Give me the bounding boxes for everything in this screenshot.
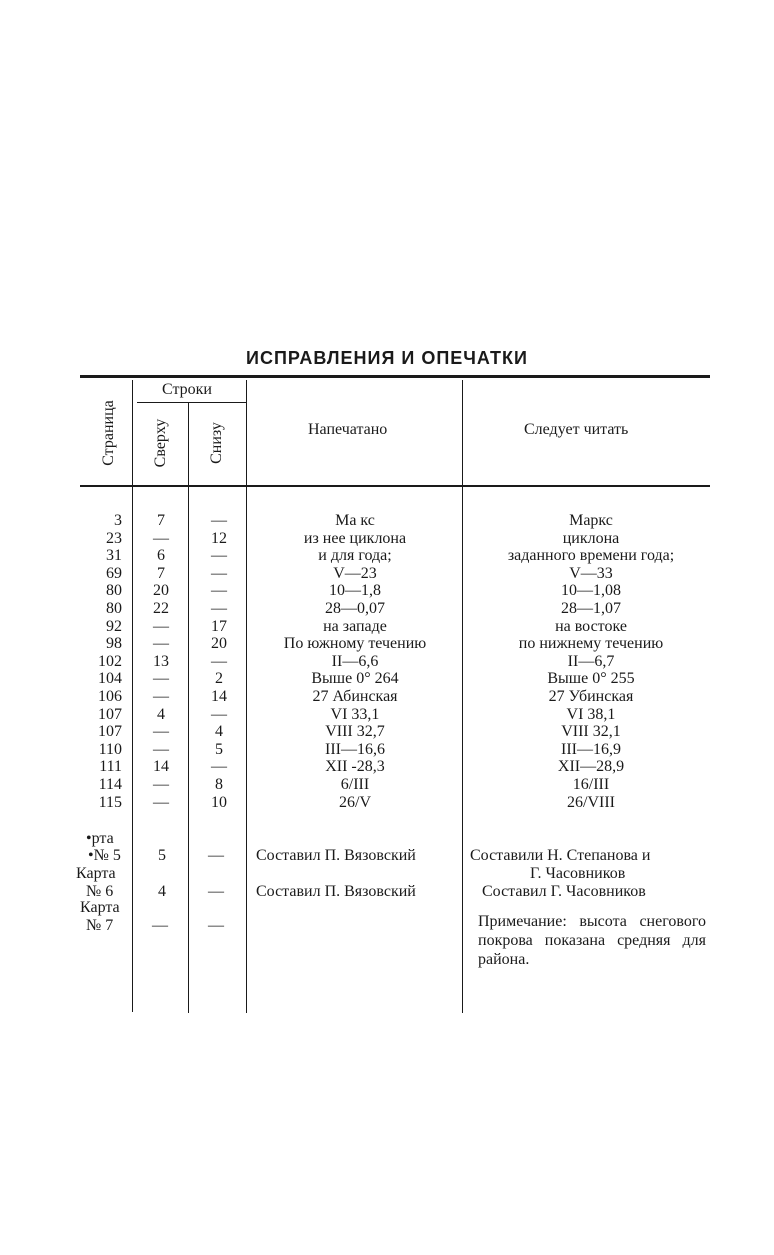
row-from-top: 22 [153,600,169,617]
row-from-bottom: 8 [215,776,223,793]
row-from-top: 7 [157,564,165,582]
row-printed: Выше 0° 264 [311,670,399,688]
row-from-top: — [153,688,169,705]
map5-from-bottom: — [208,847,224,864]
row-from-top: — [153,670,169,688]
row-printed: 6/III [340,776,370,793]
header-lines: Строки [162,381,212,398]
row-from-bottom: 10 [211,793,227,811]
map6-should-read: Составил Г. Часовников [482,883,646,900]
row-should-read: по нижнему течению [518,635,664,653]
map5-label-a: •рта [86,830,114,847]
row-should-read: на востоке [555,617,627,635]
row-from-bottom: 14 [211,688,227,705]
row-from-top: 4 [157,705,165,723]
row-should-read: Выше 0° 255 [547,670,635,688]
row-from-bottom: — [211,512,227,529]
map7-from-top: — [152,917,168,934]
row-page: 23 [106,529,122,547]
row-should-read: 28—1,07 [561,600,621,617]
header-should-read: Следует читать [524,421,629,438]
map6-from-bottom: — [208,883,224,900]
row-printed: VI 33,1 [330,705,380,723]
row-from-bottom: 5 [215,740,223,758]
row-printed: на западе [323,617,387,635]
row-from-top: — [153,617,169,635]
table-top-rule [80,375,710,378]
row-from-top: 20 [153,582,169,600]
map6-printed: Составил П. Вязовский [256,883,416,900]
row-should-read: 16/III [572,776,610,793]
row-printed: III—16,6 [325,740,385,758]
row-page: 80 [106,600,122,617]
row-from-top: — [153,723,169,741]
row-printed: 28—0,07 [325,600,385,617]
map6-label-a: Карта [76,865,116,882]
row-from-top: — [153,776,169,793]
row-printed: II—6,6 [331,652,379,670]
row-from-top: 7 [157,512,165,529]
row-should-read: 27 Убинская [548,688,634,705]
row-from-bottom: — [211,600,227,617]
row-page: 111 [99,758,122,776]
row-from-bottom: — [211,758,227,776]
row-printed: V—23 [333,564,377,582]
map5-should-read-a: Составили Н. Степанова и [470,847,651,864]
row-page: 110 [98,740,122,758]
row-printed: VIII 32,7 [325,723,385,741]
row-should-read: VIII 32,1 [561,723,621,741]
row-from-bottom: — [211,582,227,600]
map5-from-top: 5 [158,847,166,864]
row-from-top: 14 [153,758,169,776]
row-page: 31 [106,547,122,565]
header-from-top: Сверху [152,418,169,468]
header-bottom-rule [80,485,710,487]
map6-label-b: № 6 [86,883,114,900]
map5-should-read-b: Г. Часовников [530,865,626,882]
map7-label-b: № 7 [86,917,114,934]
row-from-top: — [153,793,169,811]
row-printed: 26/V [339,793,371,811]
row-should-read: 26/VIII [567,793,615,811]
row-printed: 10—1,8 [329,582,381,600]
row-from-bottom: — [211,705,227,723]
map5-label-b: •№ 5 [88,847,121,864]
row-from-top: — [153,635,169,653]
row-should-read: III—16,9 [561,740,621,758]
row-page: 3 [114,512,122,529]
row-from-top: 13 [153,652,169,670]
row-from-top: — [153,740,169,758]
row-page: 80 [106,582,122,600]
row-page: 115 [98,793,122,811]
row-page: 102 [98,652,122,670]
header-from-bottom: Снизу [208,422,225,464]
row-should-read: V—33 [569,564,613,582]
row-should-read: II—6,7 [567,652,615,670]
map6-from-top: 4 [158,883,166,900]
map7-label-a: Карта [80,899,120,916]
row-page: 98 [106,635,122,653]
row-from-bottom: 12 [211,529,227,547]
row-should-read: 10—1,08 [561,582,621,600]
row-from-bottom: — [211,547,227,565]
header-page: Страница [100,400,117,466]
row-printed: По южному течению [283,635,427,653]
row-printed: XII -28,3 [325,758,385,776]
row-page: 92 [106,617,122,635]
map5-printed: Составил П. Вязовский [256,847,416,864]
header-printed: Напечатано [308,421,388,438]
row-page: 114 [98,776,122,793]
row-printed: и для года; [318,547,392,565]
column-divider-4 [462,380,463,1013]
row-should-read: XII—28,9 [557,758,625,776]
row-page: 107 [98,705,122,723]
row-should-read: Маркс [569,512,613,529]
row-from-top: 6 [157,547,165,565]
row-printed: из нее циклона [303,529,407,547]
row-page: 69 [106,564,122,582]
row-from-bottom: 4 [215,723,223,741]
row-should-read: VI 38,1 [566,705,616,723]
row-should-read: циклона [562,529,620,547]
page-title: ИСПРАВЛЕНИЯ И ОПЕЧАТКИ [246,348,528,368]
row-should-read: заданного времени года; [507,547,675,565]
map7-from-bottom: — [208,917,224,934]
row-from-bottom: — [211,652,227,670]
row-page: 104 [98,670,122,688]
row-from-bottom: 20 [211,635,227,653]
row-page: 106 [98,688,122,705]
map7-note: Примечание: высота снегового покрова показана средняя для района. [478,913,706,968]
row-from-top: — [153,529,169,547]
row-from-bottom: — [211,564,227,582]
row-printed: Ма кс [335,512,375,529]
row-from-bottom: 17 [211,617,227,635]
row-printed: 27 Абинская [312,688,398,705]
row-page: 107 [98,723,122,741]
row-from-bottom: 2 [215,670,223,688]
